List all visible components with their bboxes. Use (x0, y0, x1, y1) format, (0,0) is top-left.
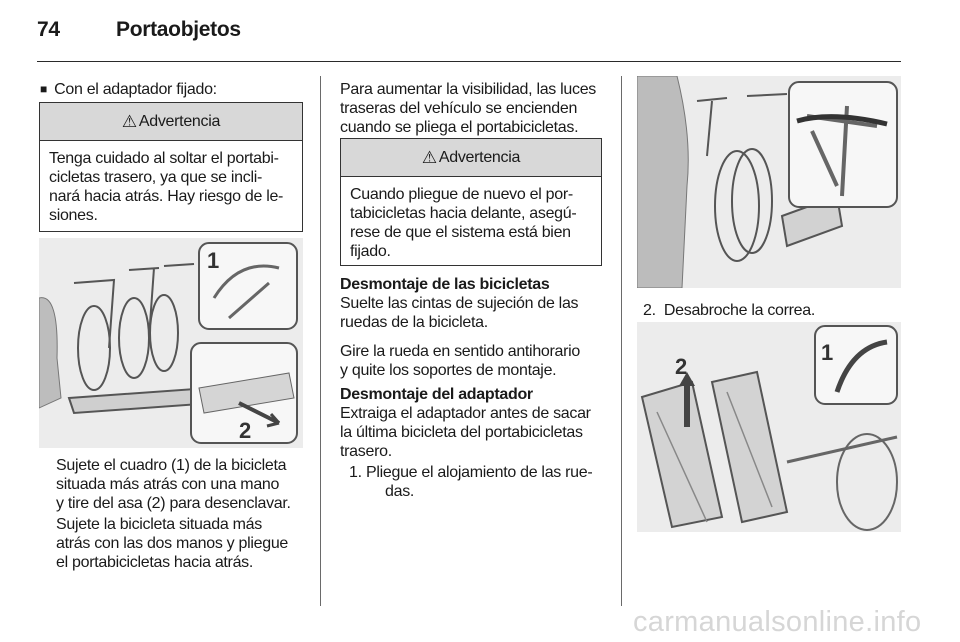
text-line: das. (385, 483, 415, 500)
text-line: traseras del vehículo se encienden (340, 100, 578, 117)
instruction-paragraph-2 (56, 515, 288, 572)
intro-paragraph (340, 80, 596, 137)
warning-title: Advertencia (438, 148, 521, 166)
page-number: 74 (37, 18, 60, 41)
text-line: y tire del asa (2) para desenclavar. (56, 495, 291, 512)
warning-line: fijado. (350, 243, 391, 260)
text-line: Gire la rueda en sentido antihorario (340, 343, 581, 360)
text-line: el portabicicletas hacia atrás. (56, 554, 254, 571)
column-divider-left (320, 76, 321, 606)
warning-line: siones. (49, 207, 98, 224)
instruction-paragraph-1 (56, 456, 291, 513)
warning-triangle-icon: ⚠ (421, 147, 437, 167)
folded-carrier-illustration (637, 76, 901, 288)
text-line: atrás con las dos manos y pliegue (56, 535, 289, 552)
warning-line: tabicicletas hacia delante, asegú- (350, 205, 577, 222)
warning-line: Tenga cuidado al soltar el portabi- (49, 150, 279, 167)
text-line: Suelte las cintas de sujeción de las (340, 295, 579, 312)
section-heading: Desmontaje de las bicicletas (340, 276, 550, 293)
warning-triangle-icon: ⚠ (121, 111, 137, 131)
bullet-square-icon: ■ (40, 82, 47, 96)
text-line: Pliegue el alojamiento de las rue- (366, 464, 593, 481)
figure-bike-carrier-release (39, 238, 303, 448)
step-number: 1. (349, 464, 362, 481)
warning-box-2 (340, 138, 602, 266)
text-line: situada más atrás con una mano (56, 476, 280, 493)
strap-release-illustration (637, 322, 901, 532)
warning-box-1 (39, 102, 303, 232)
warning-line: rese de que el sistema está bien (350, 224, 571, 241)
text-line: cuando se pliega el portabicicletas. (340, 119, 579, 136)
warning-line: Cuando pliegue de nuevo el por- (350, 186, 573, 203)
warning-text (341, 177, 601, 269)
section-heading: Desmontaje del adaptador (340, 386, 533, 403)
text-line: Para aumentar la visibilidad, las luces (340, 81, 596, 98)
warning-title: Advertencia (138, 112, 221, 130)
bullet-line (40, 80, 217, 100)
warning-text (40, 141, 302, 233)
callout-2: 2 (239, 418, 252, 443)
text-line: la última bicicleta del portabicicletas (340, 424, 583, 441)
bullet-text: Con el adaptador fijado: (54, 81, 217, 98)
callout-2: 2 (675, 354, 688, 379)
column-divider-right (621, 76, 622, 606)
warning-line: cicletas trasero, ya que se incli- (49, 169, 263, 186)
warning-header (341, 139, 601, 177)
page-title: Portaobjetos (116, 18, 241, 41)
callout-1: 1 (207, 248, 220, 273)
figure-folded-carrier (637, 76, 901, 288)
warning-line: nará hacia atrás. Hay riesgo de le- (49, 188, 284, 205)
text-line: Sujete el cuadro (1) de la bicicleta (56, 457, 287, 474)
warning-header (40, 103, 302, 141)
figure-strap-release (637, 322, 901, 532)
section-remove-bikes (340, 275, 580, 380)
step-2 (643, 301, 815, 320)
header-rule (37, 61, 901, 62)
bike-carrier-illustration (39, 238, 303, 448)
text-line: ruedas de la bicicleta. (340, 314, 488, 331)
callout-1: 1 (821, 340, 834, 365)
text-line: Sujete la bicicleta situada más (56, 516, 262, 533)
text-line: y quite los soportes de montaje. (340, 362, 557, 379)
step-1 (349, 463, 604, 501)
step-text: Desabroche la correa. (663, 302, 816, 319)
section-remove-adapter (340, 385, 591, 461)
step-number: 2. (643, 302, 656, 319)
watermark: carmanualsonline.info (633, 606, 922, 638)
text-line: trasero. (340, 443, 392, 460)
text-line: Extraiga el adaptador antes de sacar (340, 405, 591, 422)
